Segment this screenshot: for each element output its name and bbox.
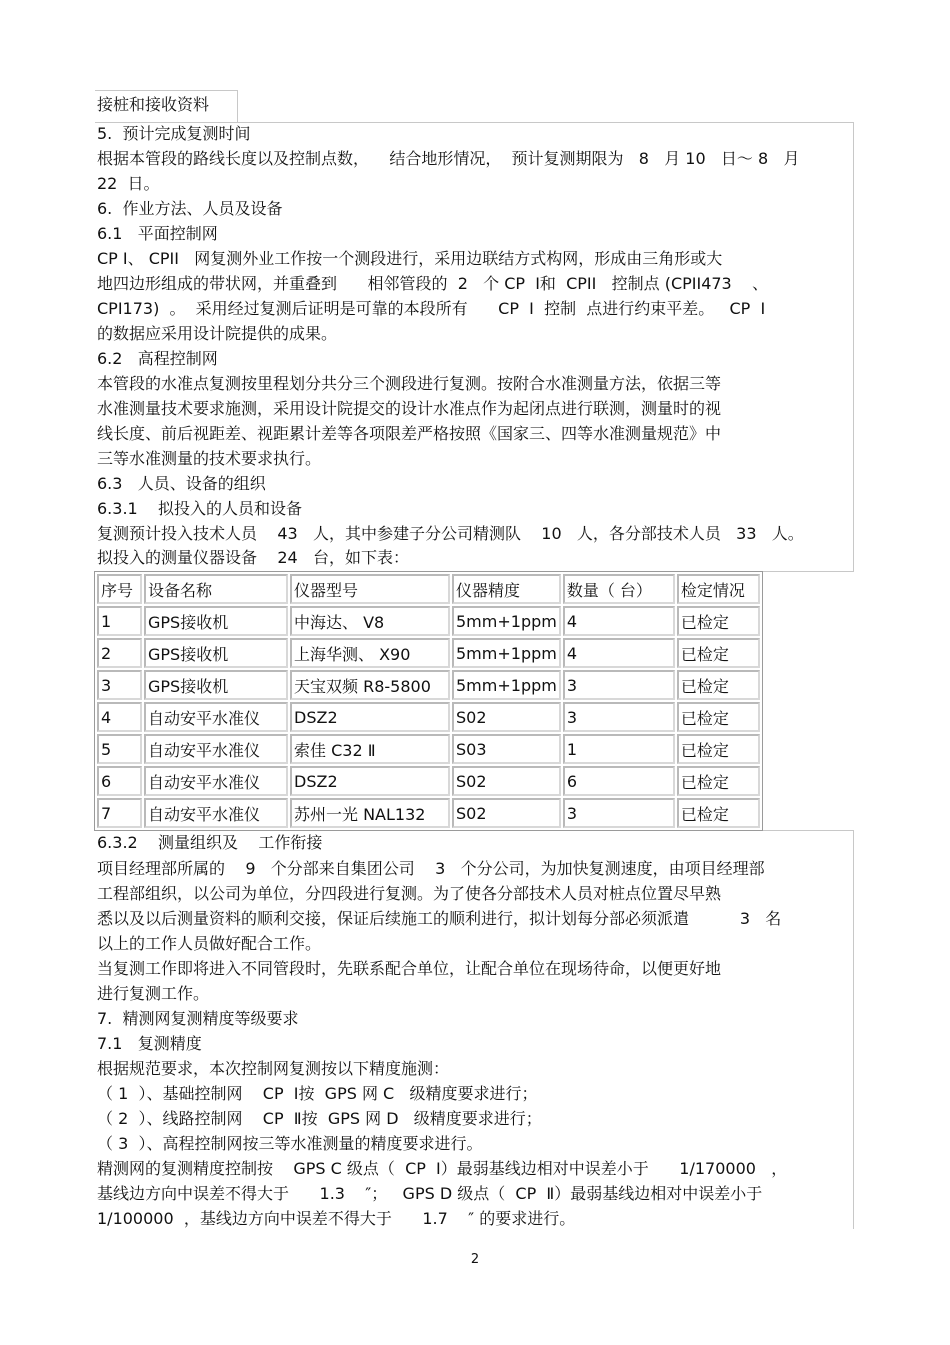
para-line: 6.3.1 拟投入的人员和设备 <box>97 499 303 518</box>
table-cell: 已检定 <box>677 766 760 796</box>
table-header-cell: 检定情况 <box>677 574 760 604</box>
table-header-cell: 序号 <box>97 574 142 604</box>
table-cell: 5 <box>97 734 142 764</box>
table-cell: 4 <box>97 702 142 732</box>
para-line: 三等水准测量的技术要求执行。 <box>97 449 322 468</box>
para-line: 7.1 复测精度 <box>97 1034 202 1053</box>
para-line: 进行复测工作。 <box>97 984 210 1003</box>
table-cell: 3 <box>563 702 675 732</box>
table-header-cell: 设备名称 <box>144 574 288 604</box>
table-cell: 6 <box>97 766 142 796</box>
table-cell: 5mm+1ppm <box>452 606 561 636</box>
table-cell: 自动安平水准仪 <box>144 798 288 828</box>
table-cell: 3 <box>563 798 675 828</box>
table-row <box>97 766 760 796</box>
table-header-row <box>97 574 760 604</box>
table-row <box>97 734 760 764</box>
para-line: CP Ⅰ、 CPII 网复测外业工作按一个测段进行，采用边联结方式构网，形成由三角形或大 <box>97 249 723 268</box>
table-cell: 天宝双频 R8-5800 <box>290 670 450 700</box>
table-cell: 7 <box>97 798 142 828</box>
table-cell: 2 <box>97 638 142 668</box>
table-header-cell: 仪器精度 <box>452 574 561 604</box>
table-cell: 苏州一光 NAL132 <box>290 798 450 828</box>
para-line: 22 日。 <box>97 174 160 193</box>
table-cell: 自动安平水准仪 <box>144 734 288 764</box>
table-row <box>97 702 760 732</box>
para-line: 6.3 人员、设备的组织 <box>97 474 266 493</box>
para-line: 复测预计投入技术人员 43 人，其中参建子分公司精测队 10 人，各分部技术人员 33 人。 <box>97 524 804 543</box>
table-row <box>97 798 760 828</box>
table-cell: DSZ2 <box>290 702 450 732</box>
table-cell: 自动安平水准仪 <box>144 766 288 796</box>
page-number: 2 <box>470 1252 480 1267</box>
para-line: CPI173) 。 采用经过复测后证明是可靠的本段所有 CP Ⅰ 控制 点进行约束平差。 CP Ⅰ <box>97 299 766 318</box>
para-line: 项目经理部所属的 9 个分部来自集团公司 3 个分公司，为加快复测速度，由项目经理部 <box>97 859 765 878</box>
table-cell: GPS接收机 <box>144 638 288 668</box>
table-cell: 上海华测、 X90 <box>290 638 450 668</box>
table-cell: 3 <box>563 670 675 700</box>
equipment-table <box>94 571 763 831</box>
table-cell: 已检定 <box>677 702 760 732</box>
para-line: 线长度、前后视距差、视距累计差等各项限差严格按照《国家三、四等水准测量规范》中 <box>97 424 722 443</box>
table-cell: S03 <box>452 734 561 764</box>
table-cell: 6 <box>563 766 675 796</box>
table-cell: 已检定 <box>677 670 760 700</box>
para-line: 工程部组织，以公司为单位，分四段进行复测。为了使各分部技术人员对桩点位置尽早熟 <box>97 884 722 903</box>
table-row <box>97 638 760 668</box>
para-line: 水准测量技术要求施测，采用设计院提交的设计水准点作为起闭点进行联测，测量时的视 <box>97 399 722 418</box>
table-cell: 已检定 <box>677 734 760 764</box>
table-cell: S02 <box>452 798 561 828</box>
para-line: 拟投入的测量仪器设备 24 台，如下表： <box>97 548 409 567</box>
table-cell: 3 <box>97 670 142 700</box>
table-cell: 已检定 <box>677 606 760 636</box>
para-line: 6.2 高程控制网 <box>97 349 218 368</box>
table-cell: 4 <box>563 606 675 636</box>
para-line: 地四边形组成的带状网，并重叠到 相邻管段的 2 个 CP Ⅰ和 CPII 控制点 (CPII473 、 <box>97 274 769 293</box>
table-cell: 自动安平水准仪 <box>144 702 288 732</box>
para-line: 本管段的水准点复测按里程划分共分三个测段进行复测。按附合水准测量方法，依据三等 <box>97 374 722 393</box>
para-line: 根据本管段的路线长度以及控制点数， 结合地形情况， 预计复测期限为 8 月 10 日～ 8 月 <box>97 149 800 168</box>
table-cell: S02 <box>452 766 561 796</box>
para-line: 6. 作业方法、人员及设备 <box>97 199 283 218</box>
para-line: 当复测工作即将进入不同管段时，先联系配合单位，让配合单位在现场待命，以便更好地 <box>97 959 722 978</box>
table-cell: S02 <box>452 702 561 732</box>
table-cell: 5mm+1ppm <box>452 638 561 668</box>
para-line: 以上的工作人员做好配合工作。 <box>97 934 322 953</box>
para-line: （ 3 ）、高程控制网按三等水准测量的精度要求进行。 <box>97 1134 483 1153</box>
para-line: 7. 精测网复测精度等级要求 <box>97 1009 299 1028</box>
para-line: 的数据应采用设计院提供的成果。 <box>97 324 338 343</box>
table-cell: 已检定 <box>677 638 760 668</box>
table-cell: 5mm+1ppm <box>452 670 561 700</box>
para-line: （ 2 ）、线路控制网 CP Ⅱ按 GPS 网 D 级精度要求进行； <box>97 1109 542 1128</box>
para-line: 精测网的复测精度控制按 GPS C 级点（ CP Ⅰ）最弱基线边相对中误差小于 1/170000 ， <box>97 1159 788 1178</box>
table-cell: 已检定 <box>677 798 760 828</box>
table-row <box>97 670 760 700</box>
para-line: 6.1 平面控制网 <box>97 224 218 243</box>
table-cell: 4 <box>563 638 675 668</box>
para-line: 6.3.2 测量组织及 工作衔接 <box>97 833 323 852</box>
table-cell: GPS接收机 <box>144 670 288 700</box>
para-line: 基线边方向中误差不得大于 1.3 ″； GPS D 级点（ CP Ⅱ）最弱基线边相对中误差小于 <box>97 1184 763 1203</box>
table-cell: 索佳 C32 Ⅱ <box>290 734 450 764</box>
table-cell: 1 <box>563 734 675 764</box>
para-line: 1/100000 ，基线边方向中误差不得大于 1.7 ″ 的要求进行。 <box>97 1209 576 1228</box>
table-header-cell: 数量（ 台） <box>563 574 675 604</box>
table-header-cell: 仪器型号 <box>290 574 450 604</box>
table-cell: 1 <box>97 606 142 636</box>
table-cell: 中海达、 V8 <box>290 606 450 636</box>
para-line: 悉以及以后测量资料的顺利交接，保证后续施工的顺利进行，拟计划每分部必须派遣 3 名 <box>97 909 782 928</box>
table-row <box>97 606 760 636</box>
heading: 接桩和接收资料 <box>97 95 210 114</box>
para-line: 根据规范要求，本次控制网复测按以下精度施测： <box>97 1059 450 1078</box>
table-cell: GPS接收机 <box>144 606 288 636</box>
para-line: 5. 预计完成复测时间 <box>97 124 251 143</box>
table-cell: DSZ2 <box>290 766 450 796</box>
para-line: （ 1 ）、基础控制网 CP Ⅰ按 GPS 网 C 级精度要求进行； <box>97 1084 538 1103</box>
